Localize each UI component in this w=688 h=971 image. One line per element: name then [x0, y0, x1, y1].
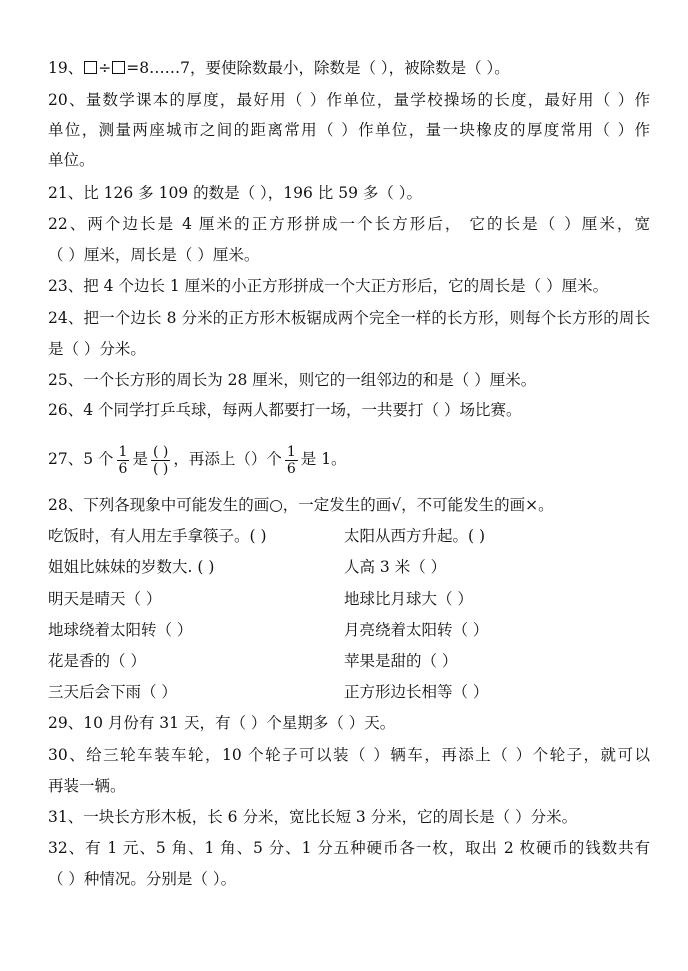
question-22-line-2: （ ）厘米，周长是（ ）厘米。: [48, 246, 260, 264]
question-25: 25、一个长方形的周长为 28 厘米，则它的一组邻边的和是（ ）厘米。: [48, 371, 537, 389]
question-20-line-2: 单位，测量两座城市之间的距离常用（ ）作单位，量一块橡皮的厚度常用（ ）作: [48, 121, 650, 139]
division-sign: ÷: [98, 59, 112, 77]
question-30-line-1: 30、给三轮车装车轮，10 个轮子可以装（ ）辆车，再添上（ ）个轮子，就可以: [48, 746, 650, 764]
question-23: 23、把 4 个边长 1 厘米的小正方形拼成一个大正方形后，它的周长是（ ）厘米。: [48, 277, 609, 295]
q28-left-item: 三天后会下雨（ ）: [48, 683, 177, 701]
fraction-blank: $\frac{( )}{( )}$: [152, 443, 169, 477]
q28-left-item: 姐姐比妹妹的岁数大. ( ): [48, 558, 215, 576]
q28-left-item: 吃饭时，有人用左手拿筷子。( ): [48, 527, 267, 545]
question-20-line-1: 20、量数学课本的厚度，最好用（ ）作单位，量学校操场的长度，最好用（ ）作: [48, 91, 650, 109]
question-27-text-c: ，再添上（）个: [173, 450, 282, 468]
question-20-line-3: 单位。: [48, 151, 95, 169]
q28-right-item: 地球比月球大（ ）: [344, 590, 473, 608]
fraction-one-sixth: $\frac{1}{6}$: [118, 443, 128, 477]
q28-right-item: 人高 3 米（ ）: [344, 558, 447, 576]
question-24-line-2: 是（ ）分米。: [48, 340, 146, 358]
question-24-line-1: 24、把一个边长 8 分米的正方形木板锯成两个完全一样的长方形，则每个长方形的周长: [48, 309, 650, 327]
question-22-line-1: 22、两个边长是 4 厘米的正方形拼成一个长方形后， 它的长是（ ）厘米，宽: [48, 215, 650, 233]
question-19-text: =8……7，要使除数最小，除数是（ ），被除数是（ ）。: [126, 59, 510, 77]
question-28-title: 28、下列各现象中可能发生的画○，一定发生的画√，不可能发生的画×。: [48, 496, 554, 514]
q28-left-item: 明天是晴天（ ）: [48, 590, 162, 608]
q28-right-item: 正方形边长相等（ ）: [344, 683, 489, 701]
question-21: 21、比 126 多 109 的数是（ ），196 比 59 多（ ）。: [48, 184, 423, 202]
q28-left-item: 地球绕着太阳转（ ）: [48, 621, 193, 639]
question-26: 26、4 个同学打乒乓球，每两人都要打一场，一共要打（ ）场比赛。: [48, 401, 522, 419]
question-29: 29、10 月份有 31 天，有（ ）个星期多（ ）天。: [48, 714, 396, 732]
question-19: [48, 58, 650, 78]
question-19-number: 19、: [48, 59, 84, 77]
question-32-line-2: （ ）种情况。分别是（ ）。: [48, 870, 237, 888]
q28-right-item: 月亮绕着太阳转（ ）: [344, 621, 489, 639]
question-32-line-1: 32、有 1 元、5 角、1 角、5 分、1 分五种硬币各一枚，取出 2 枚硬币的钱数共有: [48, 839, 650, 857]
question-30-line-2: 再装一辆。: [48, 777, 126, 795]
q28-right-item: 太阳从西方升起。( ): [344, 527, 486, 545]
question-27-text-a: 27、5 个: [48, 450, 114, 468]
question-27: [48, 440, 650, 478]
q28-right-item: 苹果是甜的（ ）: [344, 652, 458, 670]
question-31: 31、一块长方形木板，长 6 分米，宽比长短 3 分米，它的周长是（ ）分米。: [48, 808, 578, 826]
question-27-text-d: 是 1。: [300, 450, 347, 468]
q28-left-item: 花是香的（ ）: [48, 652, 146, 670]
fraction-one-sixth-2: $\frac{1}{6}$: [286, 443, 296, 477]
blank-square-divisor: [112, 61, 125, 74]
blank-square-dividend: [84, 61, 97, 74]
question-27-text-b: 是: [132, 450, 148, 468]
